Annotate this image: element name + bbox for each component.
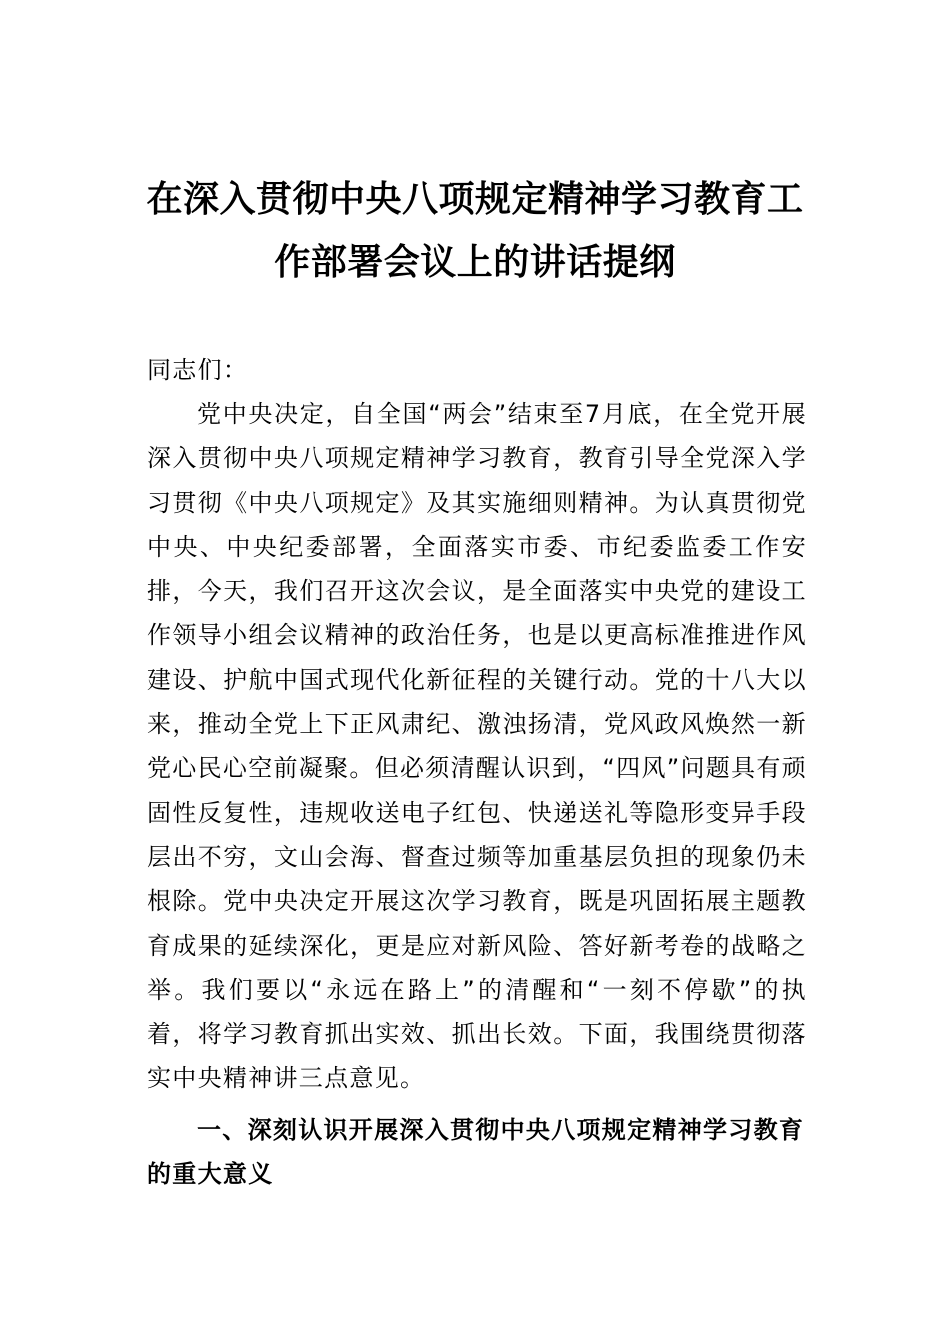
section-heading-1: 一、深刻认识开展深入贯彻中央八项规定精神学习教育的重大意义 [147, 1116, 805, 1189]
document-title: 在深入贯彻中央八项规定精神学习教育工作部署会议上的讲话提纲 [146, 178, 804, 283]
intro-paragraph: 党中央决定，自全国“两会”结束至7月底，在全党开展深入贯彻中央八项规定精神学习教育，教育引导全党深入学习贯彻《中央八项规定》及其实施细则精神。为认真贯彻党中央、中央纪委部署，全面落实市委、市纪委监委工作安排，今天，我们召开这次会议，是全面落实中央党的建设工作领导小组会议精神的政治任务，也是以更高标准推进作风建设、护航中国式现代化新征程的关键行动。党的十八大以来，推动全党上下正风肃纪、激浊扬清，党风政风焕然一新党心民心空前凝聚。但必须清醒认识到，“四风”问题具有顽固性反复性，违规收送电子红包、快递送礼等隐形变异手段层出不穷，文山会海、督查过频等加重基层负担的现象仍未根除。党中央决定开展这次学习教育，既是巩固拓展主题教育成果的延续深化，更是应对新风险、答好新考卷的战略之举。我们要以“永远在路上”的清醒和“一刻不停歇”的执着，将学习教育抓出实效、抓出长效。下面，我围绕贯彻落实中央精神讲三点意见。 [147, 400, 807, 1093]
salutation: 同志们： [147, 356, 249, 384]
